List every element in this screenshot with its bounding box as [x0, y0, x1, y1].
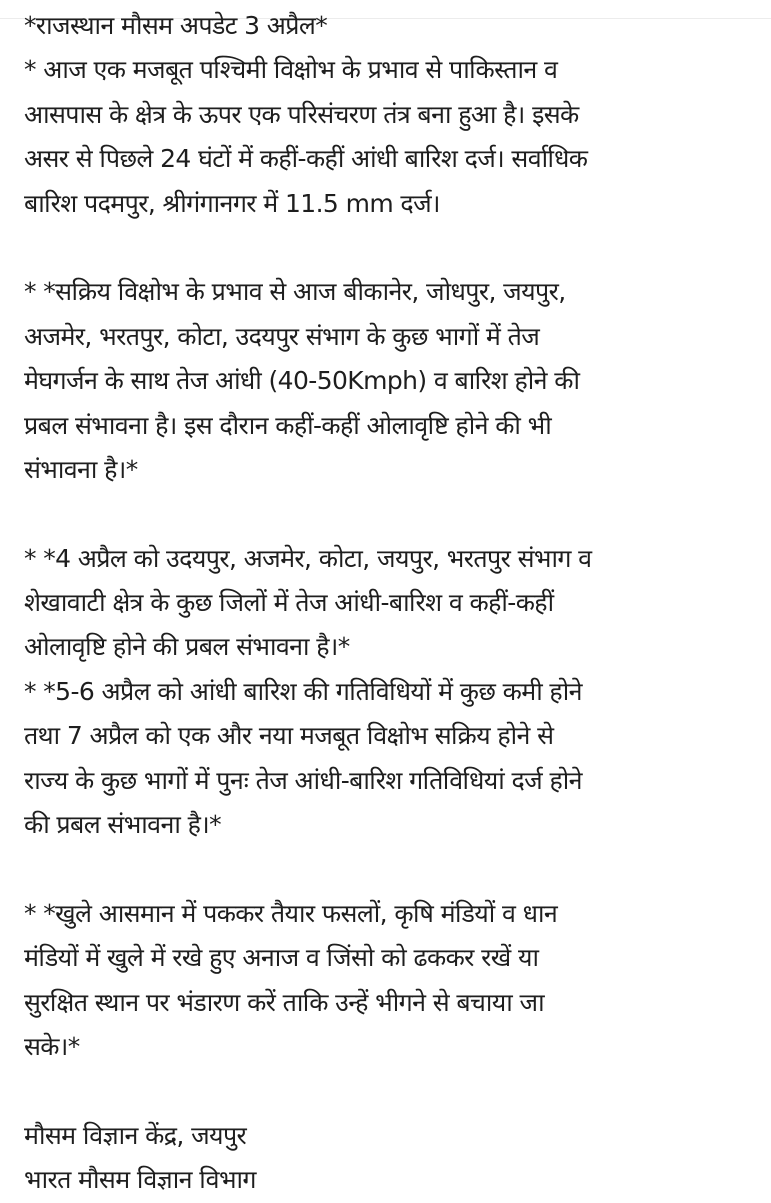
text-line: * *सक्रिय विक्षोभ के प्रभाव से आज बीकानेर, जोधपुर, जयपुर,	[24, 277, 566, 307]
text-line: प्रबल संभावना है। इस दौरान कहीं-कहीं ओलावृष्टि होने की भी	[24, 410, 552, 440]
signature-block	[24, 1114, 764, 1203]
text-line: मेघगर्जन के साथ तेज आंधी (40-50Kmph) व बारिश होने की	[24, 366, 580, 396]
paragraph-farmer-advisory	[24, 892, 764, 1070]
paragraph-gap	[24, 847, 764, 891]
text-line: शेखावाटी क्षेत्र के कुछ जिलों में तेज आंधी-बारिश व कहीं-कहीं	[24, 588, 554, 618]
signature-office: मौसम विज्ञान केंद्र, जयपुर	[24, 1120, 247, 1150]
weather-update-message	[24, 4, 764, 1203]
text-line: सके।*	[24, 1031, 80, 1061]
text-line: संभावना है।*	[24, 454, 138, 484]
text-line: असर से पिछले 24 घंटों में कहीं-कहीं आंधी बारिश दर्ज। सर्वाधिक	[24, 144, 588, 174]
paragraph-gap	[24, 492, 764, 536]
paragraph-current-conditions	[24, 48, 764, 226]
message-title: *राजस्थान मौसम अपडेट 3 अप्रैल*	[24, 11, 328, 40]
text-line: * आज एक मजबूत पश्चिमी विक्षोभ के प्रभाव से पाकिस्तान व	[24, 55, 558, 85]
text-line: राज्य के कुछ भागों में पुनः तेज आंधी-बारिश गतिविधियां दर्ज होने	[24, 765, 582, 795]
text-line: * *खुले आसमान में पककर तैयार फसलों, कृषि मंडियों व धान	[24, 898, 558, 928]
signature-department: भारत मौसम विज्ञान विभाग	[24, 1165, 256, 1195]
paragraph-gap	[24, 226, 764, 270]
text-line: * *4 अप्रैल को उदयपुर, अजमेर, कोटा, जयपुर, भरतपुर संभाग व	[24, 543, 592, 573]
text-line: बारिश पदमपुर, श्रीगंगानगर में 11.5 mm दर्ज।	[24, 188, 440, 218]
text-line: मंडियों में खुले में रखे हुए अनाज व जिंसो को ढककर रखें या	[24, 943, 539, 973]
text-line: की प्रबल संभावना है।*	[24, 810, 222, 840]
paragraph-april-5-7-forecast	[24, 670, 764, 848]
paragraph-today-forecast	[24, 270, 764, 492]
text-line: अजमेर, भरतपुर, कोटा, उदयपुर संभाग के कुछ भागों में तेज	[24, 321, 540, 351]
paragraph-gap	[24, 1069, 764, 1113]
text-line: ओलावृष्टि होने की प्रबल संभावना है।*	[24, 632, 350, 662]
text-line: तथा 7 अप्रैल को एक और नया मजबूत विक्षोभ सक्रिय होने से	[24, 721, 554, 751]
text-line: सुरक्षित स्थान पर भंडारण करें ताकि उन्हें भीगने से बचाया जा	[24, 987, 544, 1017]
text-line: आसपास के क्षेत्र के ऊपर एक परिसंचरण तंत्र बना हुआ है। इसके	[24, 99, 579, 129]
text-line: * *5-6 अप्रैल को आंधी बारिश की गतिविधियों में कुछ कमी होने	[24, 676, 582, 706]
paragraph-april-4-forecast	[24, 537, 764, 670]
